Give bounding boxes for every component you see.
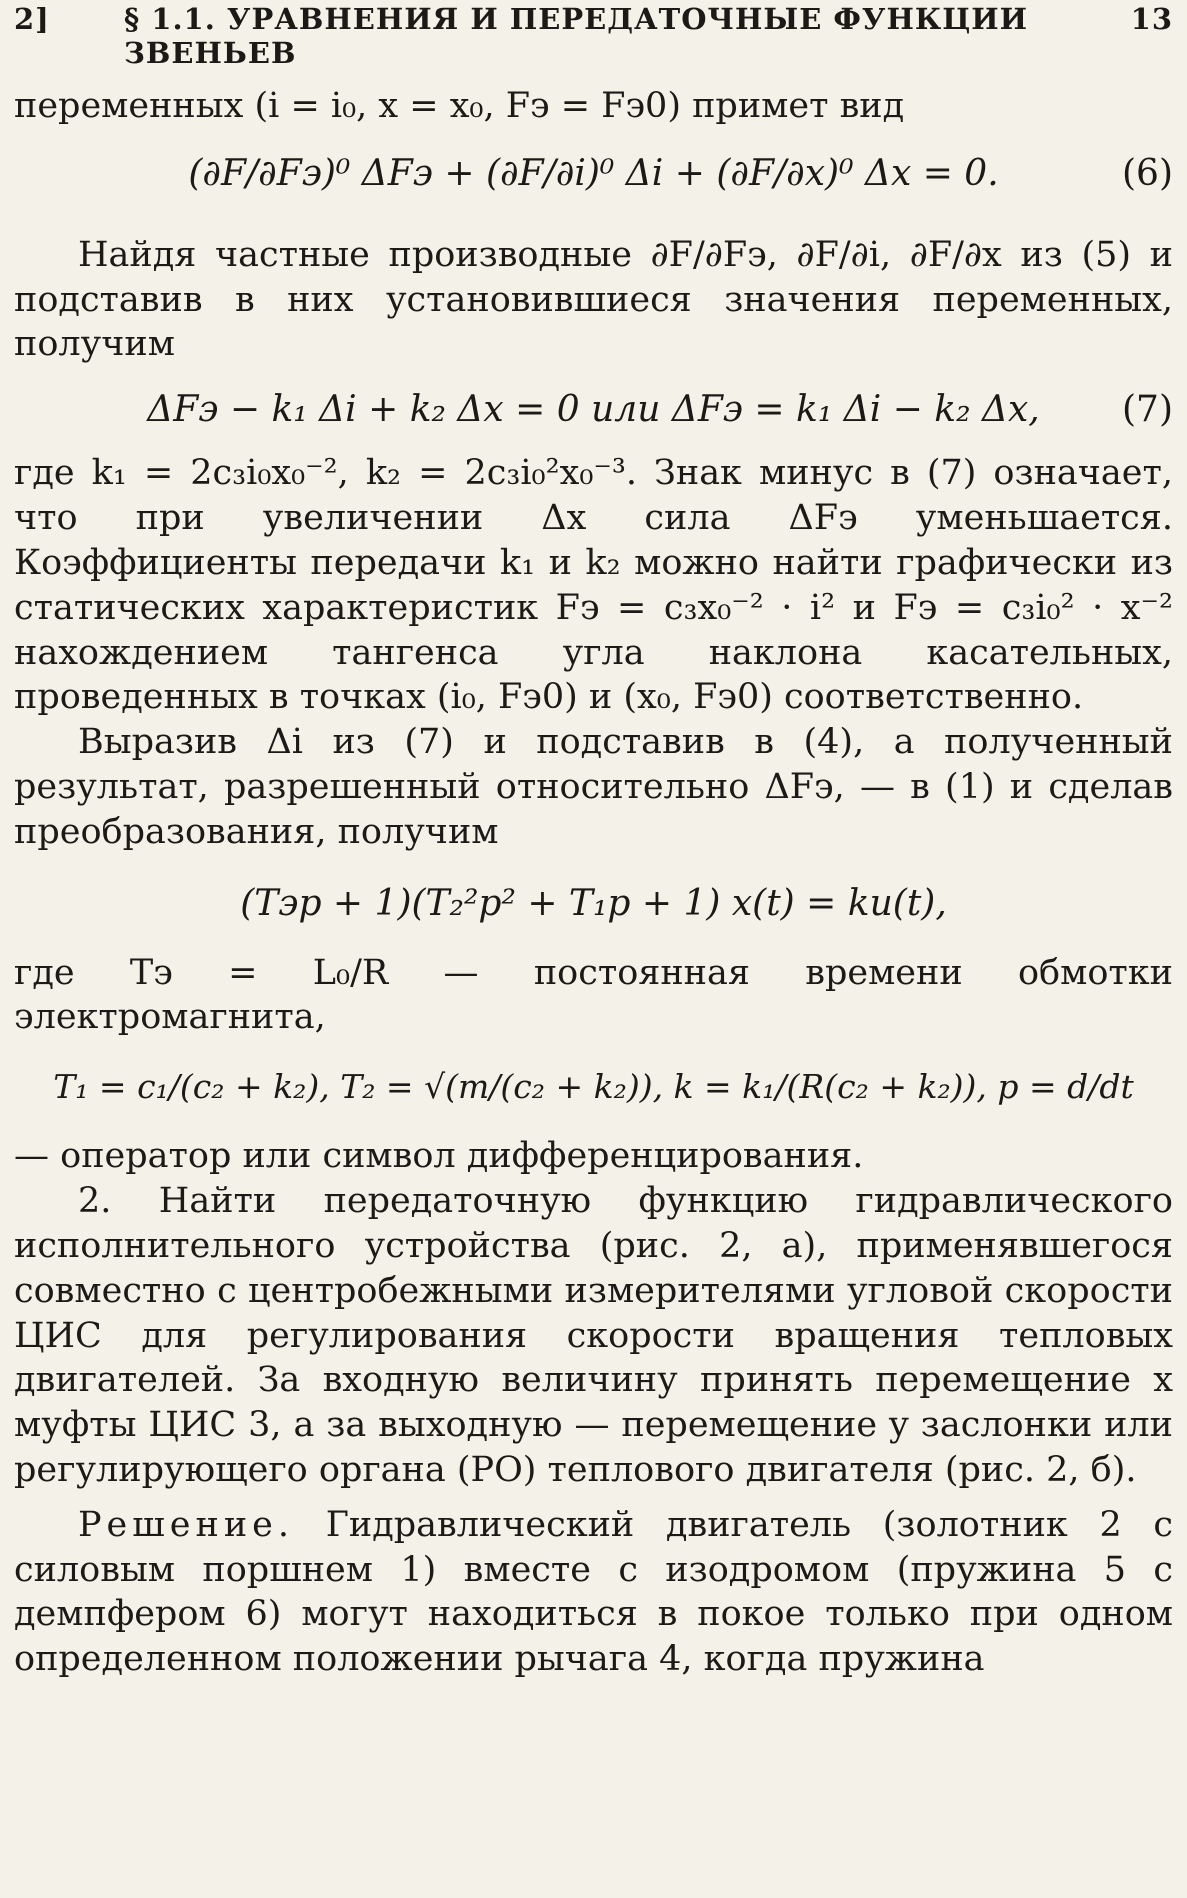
paragraph-4: Выразив Δi из (7) и подставив в (4), а полученный результат, разрешенный относительно ΔFэ, — в (1) и сделав преобразования, получим — [14, 722, 1173, 852]
solution-text: Гидравлический двигатель (золотник 2 с силовым поршнем 1) вместе с изодромом (пружина 5 с демпфером 6) могут находиться в покое только при одном определенном положении рычага 4, когда пружина — [14, 1504, 1173, 1680]
equation-number-6: (6) — [1122, 152, 1173, 194]
paragraph-7: 2. Найти передаточную функцию гидравлического исполнительного устройства (рис. 2, а), применявшегося совместно с центробежными измерителями угловой скорости ЦИС для регулирования скорости вращения тепловых двигателей. За входную величину принять перемещение x муфты ЦИС 3, а за выходную — перемещение y заслонки или регулирующего органа (РО) теплового двигателя (рис. 2, б). — [14, 1181, 1173, 1490]
formula-8-expression: (Tэp + 1)(T₂²p² + T₁p + 1) x(t) = ku(t), — [240, 882, 947, 924]
solution-lead: Решение. — [78, 1504, 295, 1545]
formula-6 — [14, 151, 1173, 197]
paragraph-3: где k₁ = 2c₃i₀x₀⁻², k₂ = 2c₃i₀²x₀⁻³. Знак минус в (7) означает, что при увеличении Δx сила ΔFэ уменьшается. Коэффициенты передачи k₁ и k₂ можно найти графически из статических характеристик Fэ = c₃x₀⁻² · i² и Fэ = c₃i₀² · x⁻² нахождением тангенса угла наклона касательных, проведенных в точках (i₀, Fэ0) и (x₀, Fэ0) соответственно. — [14, 453, 1173, 718]
paragraph-2: Найдя частные производные ∂F/∂Fэ, ∂F/∂i, ∂F/∂x из (5) и подставив в них установившиеся значения переменных, получим — [14, 234, 1173, 365]
header-title: § 1.1. УРАВНЕНИЯ И ПЕРЕДАТОЧНЫЕ ФУНКЦИИ ЗВЕНЬЕВ — [124, 2, 1029, 70]
running-header — [14, 2, 1173, 70]
page-body — [14, 84, 1173, 1682]
equation-number-7: (7) — [1122, 389, 1173, 431]
formula-8 — [14, 881, 1173, 927]
paragraph-6: — оператор или символ дифференцирования. — [14, 1136, 864, 1177]
formula-7-expression: ΔFэ − k₁ Δi + k₂ Δx = 0 или ΔFэ = k₁ Δi − k₂ Δx, — [147, 389, 1040, 431]
formula-7 — [14, 387, 1173, 433]
paragraph-5: где Tэ = L₀/R — постоянная времени обмотки электромагнита, — [14, 952, 1173, 1038]
formula-9-expression: T₁ = c₁/(c₂ + k₂), T₂ = √(m/(c₂ + k₂)), k = k₁/(R(c₂ + k₂)), p = d/dt — [53, 1067, 1134, 1107]
page-number: 13 — [1130, 2, 1173, 36]
paragraph-1: переменных (i = i₀, x = x₀, Fэ = Fэ0) примет вид — [14, 86, 905, 126]
formula-9 — [14, 1066, 1173, 1108]
section-marker: 2] — [14, 2, 50, 36]
paragraph-8 — [14, 1503, 1173, 1682]
formula-6-expression: (∂F/∂Fэ)⁰ ΔFэ + (∂F/∂i)⁰ Δi + (∂F/∂x)⁰ Δx = 0. — [188, 152, 999, 194]
